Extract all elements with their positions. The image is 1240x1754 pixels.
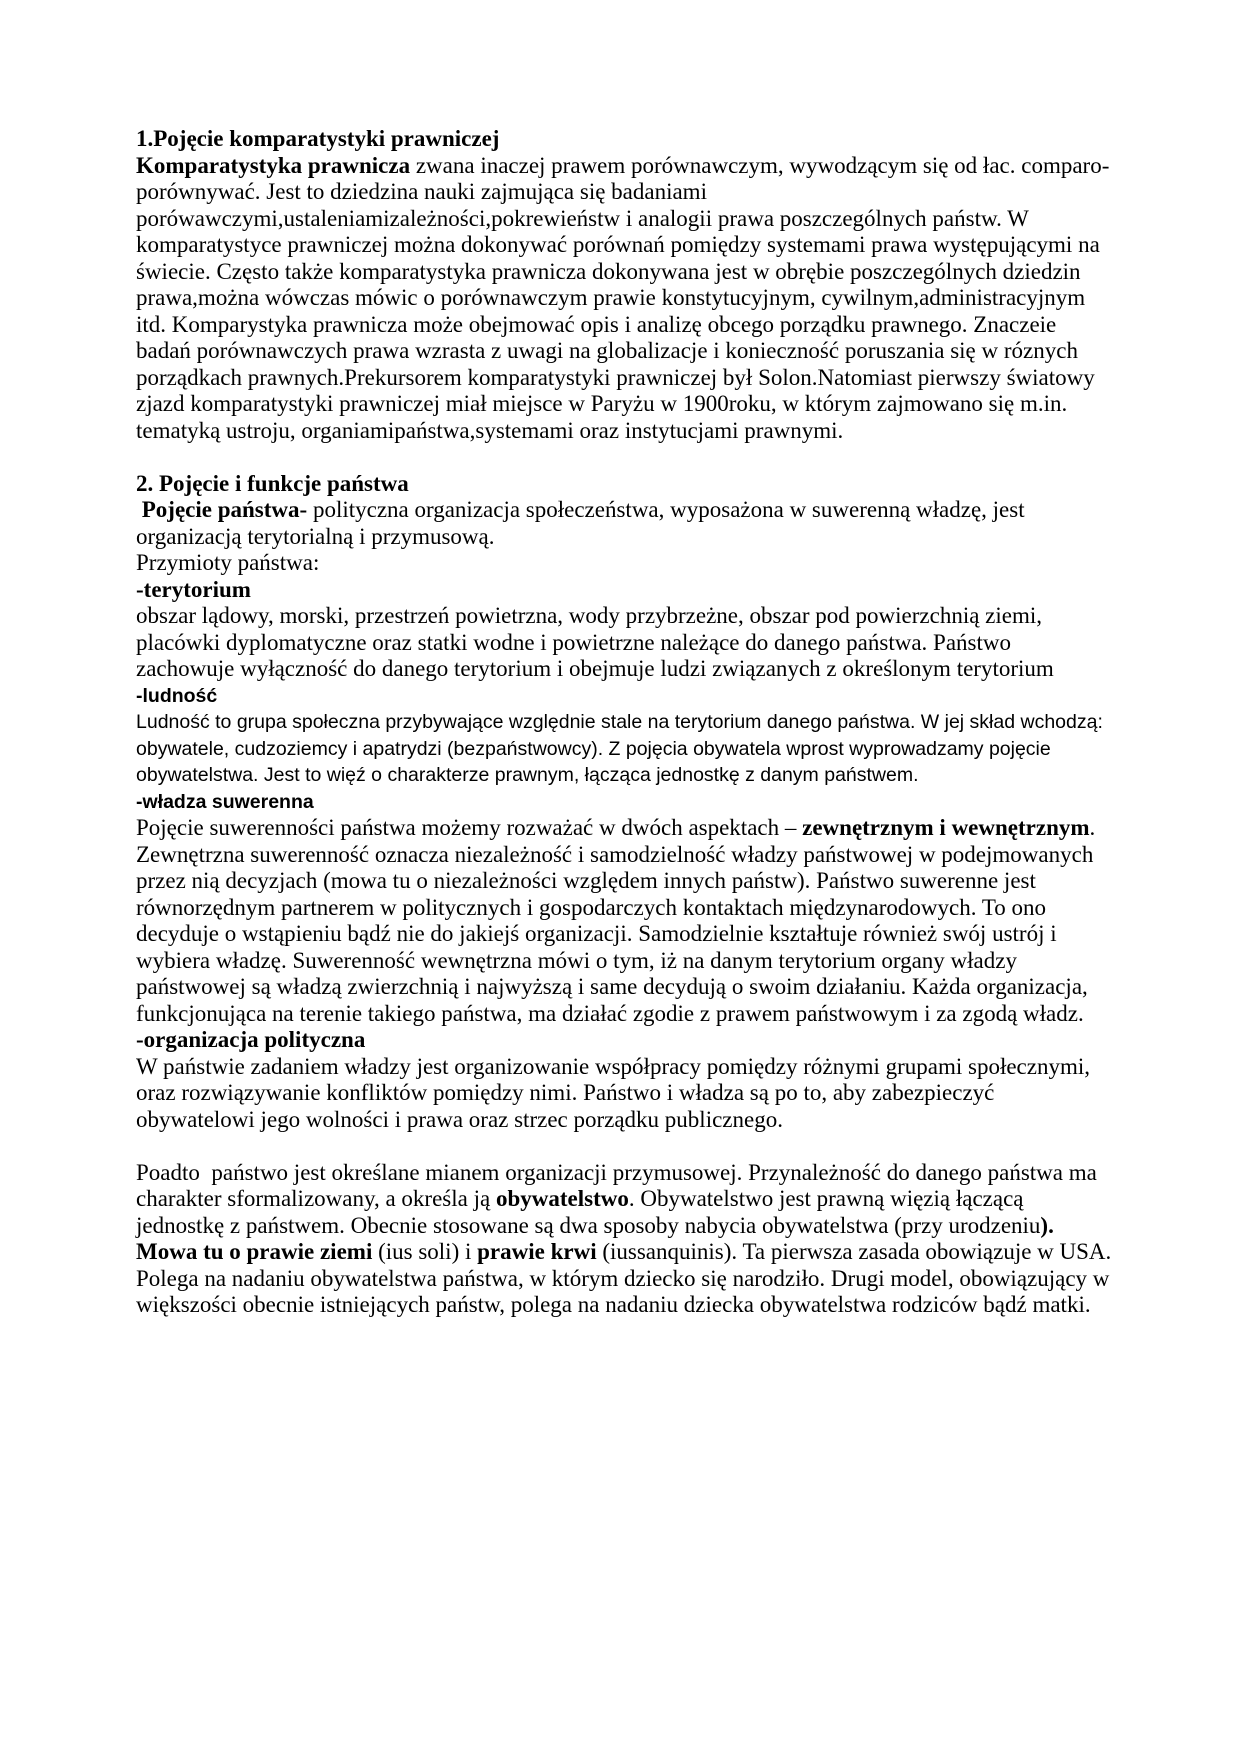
- territory-paragraph: obszar lądowy, morski, przestrzeń powietrzna, wody przybrzeżne, obszar pod powierzchnią ziemi, placówki dyplomatyczne oraz statki wodne i powietrzne należące do danego państwa. Państwo zachowuje wyłączność do danego terytorium i obejmuje ludzi związanych z określonym terytorium: [136, 603, 1054, 681]
- text-run-bold: prawie krwi: [477, 1239, 597, 1264]
- sovereignty-paragraph: [136, 815, 1112, 1027]
- text-run: Pojęcie suwerenności państwa możemy rozważać w dwóch aspektach –: [136, 815, 803, 840]
- section1-heading: 1.Pojęcie komparatystyki prawniczej: [136, 126, 500, 151]
- text-run-bold: ). Mowa tu o prawie ziemi: [136, 1212, 1060, 1264]
- political-organization-paragraph: W państwie zadaniem władzy jest organizowanie współpracy pomiędzy różnymi grupami społecznymi, oraz rozwiązywanie konfliktów pomiędzy nimi. Państwo i władza są po to, aby zabezpieczyć obywatelowi jego wolności i prawa oraz strzec porządku publicznego.: [136, 1053, 1096, 1132]
- political-organization-heading: -organizacja polityczna: [136, 1027, 366, 1052]
- text-run: . Zewnętrzna suwerenność oznacza niezależność i samodzielność władzy państwowej w podejmowanych przez nią decyzjach (mowa tu o niezależności względem innych państw). Państwo suwerenne jest równorzędnym partnerem w politycznych i gospodarczych kontaktach międzynarodowych. To ono decyduje o wstąpieniu bądź nie do jakiejś organizacji. Samodzielnie kształtuje również swój ustrój i wybiera władzę. Suwerenność wewnętrzna mówi o tym, iż na danym terytorium organy władzy państwowej są władzą zwierzchnią i najwyższą i same decydują o swoim działaniu. Każda organizacja, funkcjonująca na terenie takiego państwa, ma działać zgodie z prawem państwowym i za zgodą władz.: [136, 815, 1102, 1026]
- text-run: (iussanquinis). Ta pierwsza zasada obowiązuje w USA. Polega na nadaniu obywatelstwa państwa, w którym dziecko się narodziło. Drugi model, obowiązujący w większości obecnie istniejących państw, polega na nadaniu dziecka obywatelstwa rodziców bądź matki.: [136, 1239, 1118, 1317]
- population-paragraph: Ludność to grupa społeczna przybywające względnie stale na terytorium danego państwa. W jej skład wchodzą: obywatele, cudzoziemcy i apatrydzi (bezpaństwowcy). Z pojęcia obywatela wprost wyprowadzamy pojęcie obywatelstwa. Jest to więź o charakterze prawnym, łącząca jednostkę z danym państwem.: [136, 711, 1109, 786]
- text-run-bold: Pojęcie państwa-: [136, 497, 308, 522]
- document-content: [136, 126, 1118, 1319]
- citizenship-paragraph: [136, 1159, 1118, 1319]
- text-run-bold: obywatelstwo: [495, 1186, 629, 1211]
- population-heading: -ludność: [136, 684, 218, 707]
- state-attributes-intro: Przymioty państwa:: [136, 550, 320, 575]
- text-run: polityczna organizacja społeczeństwa, wyposażona w suwerenną władzę, jest organizacją terytorialną i przymusową.: [136, 497, 1031, 549]
- section1-paragraph: [136, 153, 1112, 445]
- territory-heading: -terytorium: [136, 576, 251, 602]
- sovereignty-heading: -władza suwerenna: [136, 790, 314, 813]
- text-run-bold: Komparatystyka prawnicza: [136, 152, 411, 178]
- text-run: . Obywatelstwo jest prawną więzią łączącą jednostkę z państwem. Obecnie stosowane są dwa sposoby nabycia obywatelstwa (przy urodzeniu: [136, 1186, 1041, 1238]
- text-run: (ius soli) i: [372, 1239, 478, 1264]
- section2-heading: 2. Pojęcie i funkcje państwa: [136, 470, 409, 496]
- blank-line: [136, 1133, 1112, 1160]
- blank-line: [136, 444, 1112, 471]
- text-run: Poadto państwo jest określane mianem organizacji przymusowej. Przynależność do danego państwa ma charakter sformalizowany, a określa ją: [136, 1159, 1103, 1211]
- text-run-bold: zewnętrznym i wewnętrznym: [802, 815, 1090, 840]
- text-run: zwana inaczej prawem porównawczym, wywodzącym się od łac. comparo-porównywać. Jest to dziedzina nauki zajmująca się badaniami porówawczymi,ustaleniamizależności,pokrewieństw i analogii prawa poszczególnych państw. W komparatystyce prawniczej można dokonywać porównań pomiędzy systemami prawa występującymi na świecie. Często także komparatystyka prawnicza dokonywana jest w obrębie poszczególnych dziedzin prawa,można wówczas mówic o porównawczym prawie konstytucyjnym, cywilnym,administracyjnym itd. Komparystyka prawnicza może obejmować opis i analizę obcego porządku prawnego. Znaczeie badań porównawczych prawa wzrasta z uwagi na globalizacje i konieczność poruszania się w róznych porządkach prawnych.Prekursorem komparatystyki prawniczej był Solon.Natomiast pierwszy światowy zjazd komparatystyki prawniczej miał miejsce w Paryżu w 1900roku, w którym zajmowano się m.in. tematyką ustroju, organiamipaństwa,systemami oraz instytucjami prawnymi.: [136, 152, 1110, 443]
- state-definition-paragraph: [136, 497, 1112, 550]
